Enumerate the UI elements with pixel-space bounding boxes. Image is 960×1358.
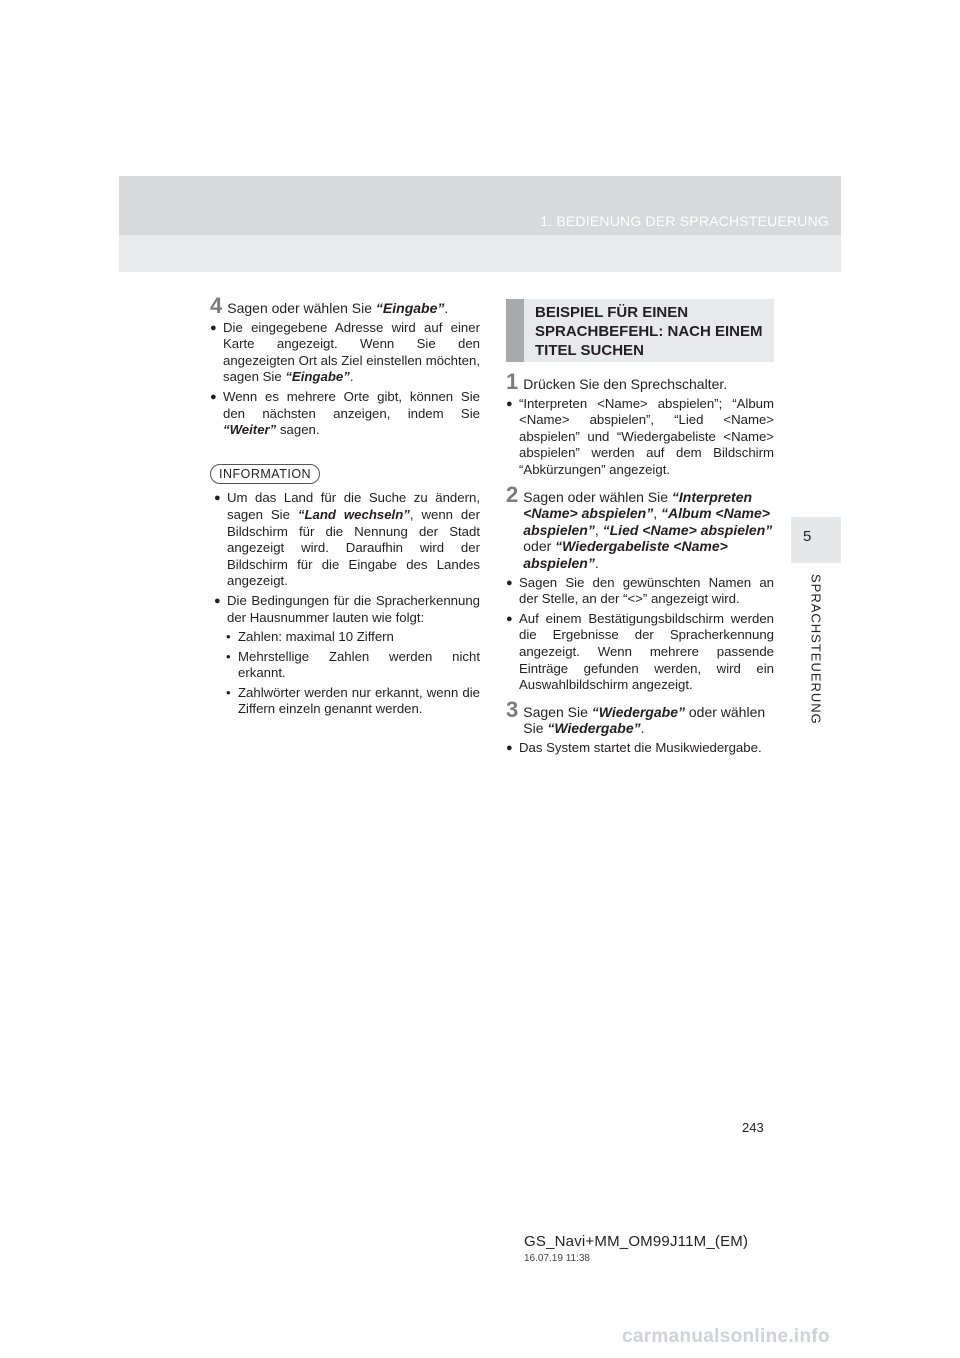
bullet-icon: ● — [506, 576, 513, 589]
step-number: 3 — [506, 696, 519, 722]
bullet-icon: ● — [506, 741, 513, 754]
step-text: Drücken Sie den Sprechschalter. — [523, 376, 728, 392]
page-number: 243 — [742, 1120, 764, 1135]
example-heading: BEISPIEL FÜR EINEN SPRACHBEFEHL: NACH EINEM TITEL SUCHEN — [535, 304, 763, 359]
bullet-item: ● Sagen Sie den gewünschten Namen an der Stelle, an der “<>” angezeigt wird. — [506, 574, 774, 607]
info-item: ● Um das Land für die Suche zu ändern, sagen Sie “Land wechseln”, wenn der Bildschirm für die Nennung der Stadt angezeigt wird. Daraufhin wird der Bildschirm für die Eingabe des Landes angezeigt. — [214, 490, 480, 589]
bullet-icon: ● — [506, 397, 513, 410]
step-number: 4 — [210, 293, 223, 318]
info-item: ● Die Bedingungen für die Spracherkennung der Hausnummer lauten wie folgt: — [214, 592, 480, 625]
bullet-icon: ● — [214, 492, 221, 505]
bullet-icon: ● — [506, 612, 513, 625]
bullet-item: ● Das System startet die Musikwiedergabe. — [506, 739, 762, 755]
information-badge: INFORMATION — [210, 464, 320, 485]
step-text: Sagen Sie “Wiedergabe” oder wählen Sie “Wiedergabe”. — [523, 703, 766, 737]
step-1 — [506, 369, 774, 394]
footer-code: GS_Navi+MM_OM99J11M_(EM) — [524, 1233, 749, 1250]
sub-item: • Mehrstellige Zahlen werden nicht erkannt. — [226, 648, 480, 681]
chapter-number: 5 — [803, 528, 812, 545]
header-sub-band — [119, 235, 841, 272]
left-column — [210, 293, 480, 721]
section-title: 1. BEDIENUNG DER SPRACHSTEUERUNG — [540, 213, 829, 229]
bullet-icon: ● — [210, 321, 217, 334]
information-body — [210, 490, 480, 718]
step-2 — [506, 481, 774, 572]
step-4 — [210, 293, 480, 318]
bullet-item: ● “Interpreten <Name> abspielen”; “Album <Name> abspielen”, “Lied <Name> abspielen” und “Wiedergabeliste <Name> abspielen” werden auf dem Bildschirm “Abkürzungen” angezeigt. — [506, 395, 774, 477]
step-3 — [506, 696, 774, 737]
step-number: 1 — [506, 369, 519, 394]
bullet-item: ● Wenn es mehrere Orte gibt, können Sie den nächsten anzeigen, indem Sie “Weiter” sagen. — [210, 388, 480, 438]
step-text: Sagen oder wählen Sie “Eingabe”. — [227, 300, 449, 316]
sub-item: • Zahlen: maximal 10 Ziffern — [226, 629, 394, 645]
footer-date: 16.07.19 11:38 — [524, 1253, 590, 1264]
chapter-label: SPRACHSTEUERUNG — [808, 574, 824, 725]
bullet-item: ● Auf einem Bestätigungsbildschirm werden die Ergebnisse der Spracherkennung angezeigt. Wenn mehrere passende Einträge gefunden werden, wird ein Auswahlbildschirm angezeigt. — [506, 610, 774, 693]
step-text: Sagen oder wählen Sie “Interpreten <Name> abspielen”, “Album <Name> abspielen”, “Lied <Name> abspielen” oder “Wiedergabeliste <Name> abspielen”. — [523, 488, 773, 571]
right-column — [506, 369, 774, 759]
bullet-item: ● Die eingegebene Adresse wird auf einer Karte angezeigt. Wenn Sie den angezeigten Ort als Ziel einstellen möchten, sagen Sie “Eingabe”. — [210, 319, 480, 385]
sub-item: • Zahlwörter werden nur erkannt, wenn die Ziffern einzeln genannt werden. — [226, 684, 480, 717]
heading-bar — [506, 299, 524, 362]
step-number: 2 — [506, 481, 519, 507]
bullet-icon: ● — [214, 594, 221, 607]
example-heading-box — [506, 299, 774, 362]
header-band — [119, 176, 841, 235]
watermark: carmanualsonline.info — [622, 1326, 830, 1347]
bullet-icon: ● — [210, 390, 217, 403]
chapter-tab — [791, 517, 841, 563]
